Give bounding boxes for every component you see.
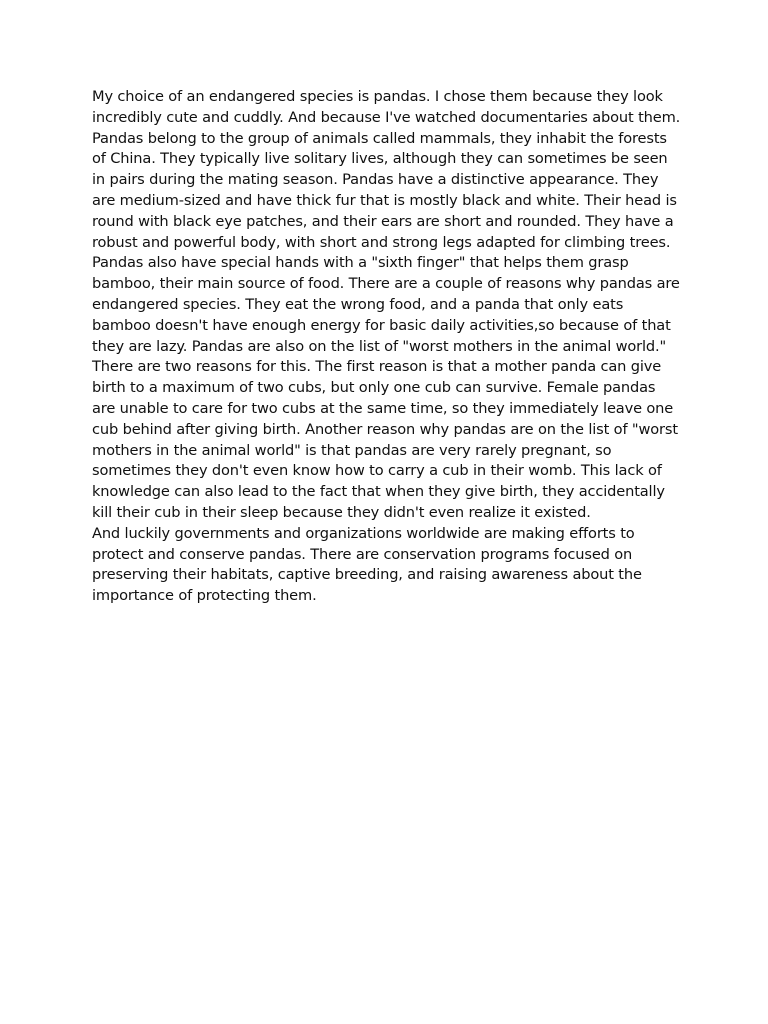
- paragraph-description: Pandas belong to the group of animals called mammals, they inhabit the forests of China. They typically live solitary lives, although they can sometimes be seen in pairs during the mating season. Pandas have a distinctive appearance. They are medium-sized and have thick fur that is mostly black and white. Their head is round with black eye patches, and their ears are short and rounded. They have a robust and powerful body, with short and strong legs adapted for climbing trees. Pandas also have special hands with a "sixth finger" that helps them grasp bamboo, their main source of food. There are a couple of reasons why pandas are endangered species. They eat the wrong food, and a panda that only eats bamboo doesn't have enough energy for basic daily activities,so because of that they are lazy. Pandas are also on the list of "worst mothers in the animal world." There are two reasons for this. The first reason is that a mother panda can give birth to a maximum of two cubs, but only one cub can survive. Female pandas are unable to care for two cubs at the same time, so they immediately leave one cub behind after giving birth. Another reason why pandas are on the list of "worst mothers in the animal world" is that pandas are very rarely pregnant, so sometimes they don't even know how to carry a cub in their womb. This lack of knowledge can also lead to the fact that when they give birth, they accidentally kill their cub in their sleep because they didn't even realize it existed.: [92, 129, 680, 521]
- paragraph-intro: My choice of an endangered species is pandas. I chose them because they look incredibly cute and cuddly. And because I've watched documentaries about them.: [92, 88, 681, 126]
- paragraph-conservation: And luckily governments and organizations worldwide are making efforts to protect and conserve pandas. There are conservation programs focused on preserving their habitats, captive breeding, and raising awareness about the importance of protecting them.: [92, 524, 642, 605]
- document-body: [92, 87, 682, 607]
